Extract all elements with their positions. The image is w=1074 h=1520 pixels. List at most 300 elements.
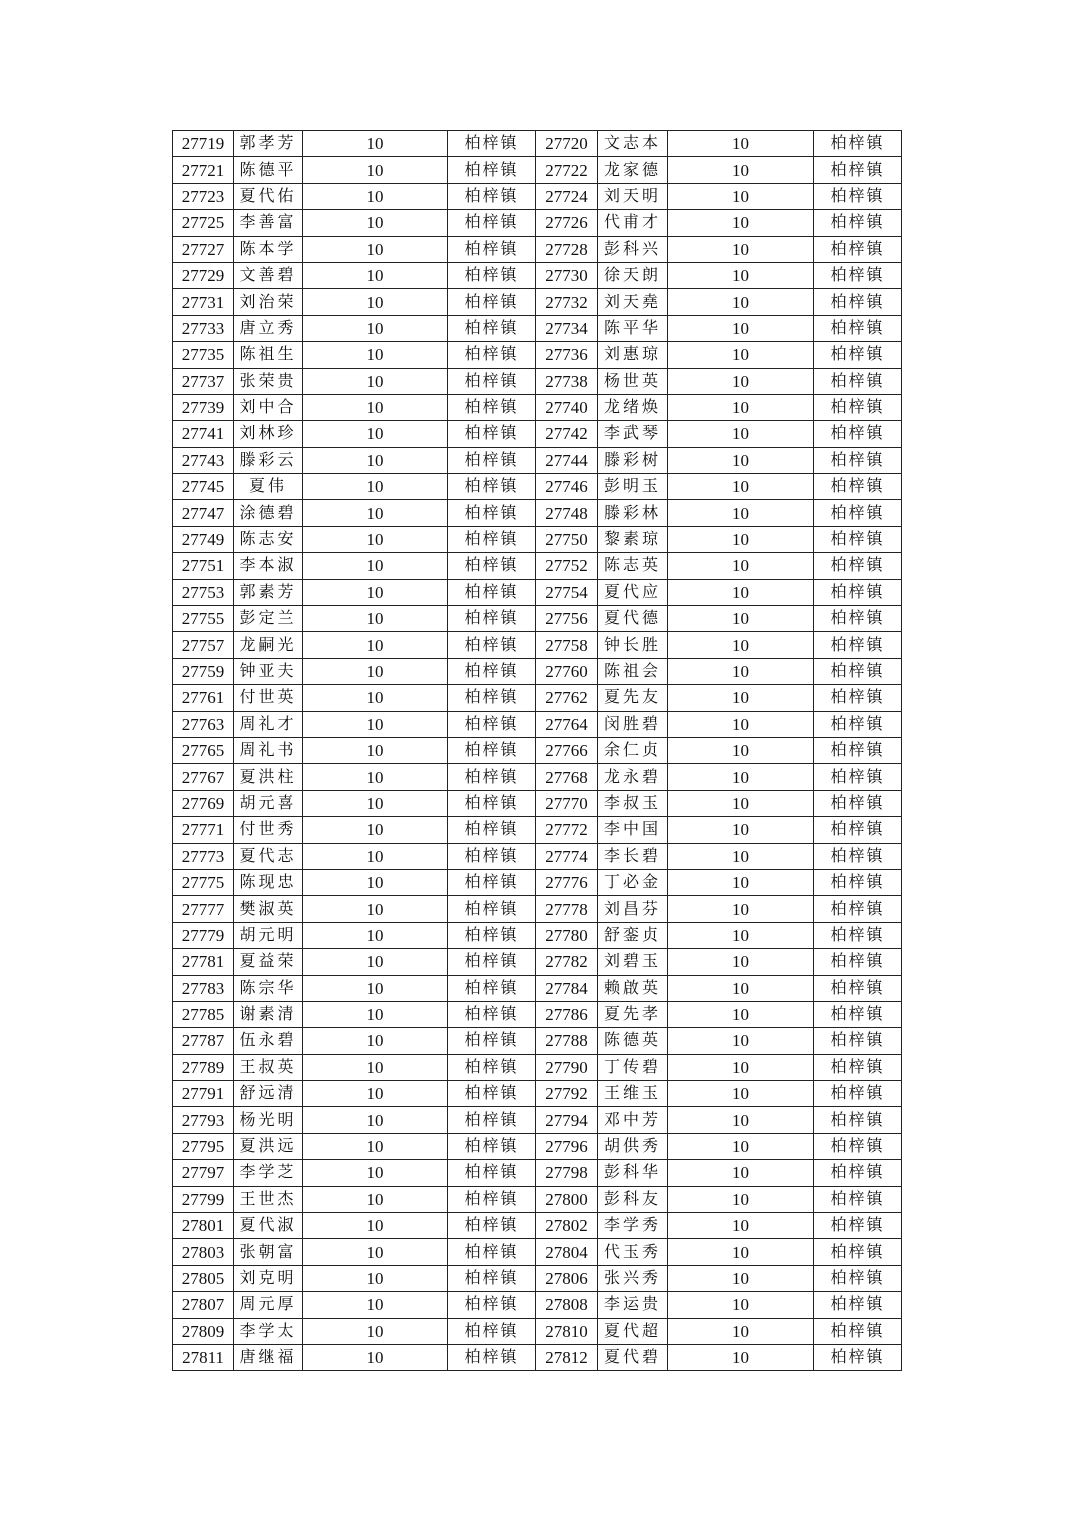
table-row [173,632,902,658]
town-cell: 柏梓镇 [814,342,902,368]
town-cell: 柏梓镇 [448,922,536,948]
table-row [173,394,902,420]
amount-cell: 10 [668,1186,814,1212]
town-cell: 柏梓镇 [814,685,902,711]
id-cell: 27800 [536,1186,598,1212]
name-cell: 李中国 [598,817,668,843]
amount-cell: 10 [303,1318,448,1344]
name-cell: 周礼才 [234,711,303,737]
name-cell: 王维玉 [598,1081,668,1107]
name-cell: 彭科友 [598,1186,668,1212]
name-cell: 龙绪焕 [598,394,668,420]
town-cell: 柏梓镇 [448,447,536,473]
id-cell: 27792 [536,1081,598,1107]
id-cell: 27756 [536,606,598,632]
amount-cell: 10 [668,711,814,737]
table-row [173,790,902,816]
id-cell: 27763 [173,711,234,737]
table-row [173,500,902,526]
name-cell: 胡元明 [234,922,303,948]
name-cell: 余仁贞 [598,737,668,763]
id-cell: 27769 [173,790,234,816]
town-cell: 柏梓镇 [448,210,536,236]
town-cell: 柏梓镇 [448,1081,536,1107]
amount-cell: 10 [303,289,448,315]
id-cell: 27768 [536,764,598,790]
amount-cell: 10 [668,817,814,843]
town-cell: 柏梓镇 [448,131,536,157]
id-cell: 27781 [173,949,234,975]
name-cell: 邓中芳 [598,1107,668,1133]
town-cell: 柏梓镇 [814,869,902,895]
amount-cell: 10 [303,447,448,473]
amount-cell: 10 [668,658,814,684]
amount-cell: 10 [668,342,814,368]
table-row [173,553,902,579]
id-cell: 27774 [536,843,598,869]
roster-table [172,130,902,1371]
town-cell: 柏梓镇 [814,236,902,262]
id-cell: 27731 [173,289,234,315]
town-cell: 柏梓镇 [814,1028,902,1054]
amount-cell: 10 [303,949,448,975]
town-cell: 柏梓镇 [814,553,902,579]
amount-cell: 10 [303,579,448,605]
name-cell: 周礼书 [234,737,303,763]
town-cell: 柏梓镇 [448,632,536,658]
table-row [173,896,902,922]
amount-cell: 10 [303,315,448,341]
id-cell: 27796 [536,1133,598,1159]
amount-cell: 10 [668,896,814,922]
name-cell: 李学秀 [598,1213,668,1239]
id-cell: 27753 [173,579,234,605]
name-cell: 胡供秀 [598,1133,668,1159]
name-cell: 徐天朗 [598,262,668,288]
id-cell: 27798 [536,1160,598,1186]
town-cell: 柏梓镇 [448,1133,536,1159]
id-cell: 27747 [173,500,234,526]
town-cell: 柏梓镇 [814,1133,902,1159]
name-cell: 龙永碧 [598,764,668,790]
town-cell: 柏梓镇 [814,1292,902,1318]
id-cell: 27812 [536,1344,598,1370]
id-cell: 27778 [536,896,598,922]
amount-cell: 10 [668,922,814,948]
amount-cell: 10 [303,658,448,684]
id-cell: 27744 [536,447,598,473]
town-cell: 柏梓镇 [448,843,536,869]
amount-cell: 10 [303,500,448,526]
amount-cell: 10 [303,236,448,262]
id-cell: 27760 [536,658,598,684]
name-cell: 陈德英 [598,1028,668,1054]
town-cell: 柏梓镇 [814,526,902,552]
name-cell: 唐立秀 [234,315,303,341]
town-cell: 柏梓镇 [814,1001,902,1027]
id-cell: 27749 [173,526,234,552]
id-cell: 27722 [536,157,598,183]
town-cell: 柏梓镇 [814,711,902,737]
table-row [173,289,902,315]
name-cell: 李武琴 [598,421,668,447]
name-cell: 杨世英 [598,368,668,394]
id-cell: 27775 [173,869,234,895]
name-cell: 陈现忠 [234,869,303,895]
name-cell: 刘治荣 [234,289,303,315]
amount-cell: 10 [303,421,448,447]
name-cell: 代甫才 [598,210,668,236]
id-cell: 27748 [536,500,598,526]
id-cell: 27762 [536,685,598,711]
table-row [173,1265,902,1291]
name-cell: 樊淑英 [234,896,303,922]
amount-cell: 10 [668,1028,814,1054]
id-cell: 27790 [536,1054,598,1080]
name-cell: 陈祖生 [234,342,303,368]
id-cell: 27779 [173,922,234,948]
amount-cell: 10 [668,843,814,869]
id-cell: 27767 [173,764,234,790]
name-cell: 陈德平 [234,157,303,183]
table-row [173,975,902,1001]
amount-cell: 10 [303,843,448,869]
id-cell: 27725 [173,210,234,236]
amount-cell: 10 [668,1318,814,1344]
table-row [173,1054,902,1080]
town-cell: 柏梓镇 [814,975,902,1001]
amount-cell: 10 [303,1186,448,1212]
id-cell: 27750 [536,526,598,552]
town-cell: 柏梓镇 [448,1028,536,1054]
town-cell: 柏梓镇 [814,922,902,948]
id-cell: 27764 [536,711,598,737]
table-row [173,474,902,500]
name-cell: 伍永碧 [234,1028,303,1054]
amount-cell: 10 [668,579,814,605]
table-row [173,579,902,605]
name-cell: 滕彩树 [598,447,668,473]
table-row [173,1081,902,1107]
amount-cell: 10 [303,1239,448,1265]
table-row [173,342,902,368]
name-cell: 舒远清 [234,1081,303,1107]
table-row [173,658,902,684]
town-cell: 柏梓镇 [814,1344,902,1370]
town-cell: 柏梓镇 [448,606,536,632]
town-cell: 柏梓镇 [448,315,536,341]
table-row [173,685,902,711]
town-cell: 柏梓镇 [814,262,902,288]
id-cell: 27794 [536,1107,598,1133]
id-cell: 27788 [536,1028,598,1054]
town-cell: 柏梓镇 [448,183,536,209]
table-row [173,817,902,843]
id-cell: 27751 [173,553,234,579]
town-cell: 柏梓镇 [814,474,902,500]
table-body [173,131,902,1371]
amount-cell: 10 [303,1107,448,1133]
table-row [173,157,902,183]
name-cell: 郭素芳 [234,579,303,605]
table-row [173,1239,902,1265]
town-cell: 柏梓镇 [448,869,536,895]
town-cell: 柏梓镇 [448,236,536,262]
amount-cell: 10 [668,764,814,790]
table-row [173,1133,902,1159]
amount-cell: 10 [668,394,814,420]
name-cell: 刘林珍 [234,421,303,447]
id-cell: 27771 [173,817,234,843]
id-cell: 27802 [536,1213,598,1239]
table-row [173,1001,902,1027]
town-cell: 柏梓镇 [814,606,902,632]
id-cell: 27801 [173,1213,234,1239]
name-cell: 李叔玉 [598,790,668,816]
name-cell: 夏洪柱 [234,764,303,790]
id-cell: 27723 [173,183,234,209]
amount-cell: 10 [303,1160,448,1186]
amount-cell: 10 [668,685,814,711]
town-cell: 柏梓镇 [448,474,536,500]
name-cell: 黎素琼 [598,526,668,552]
name-cell: 夏代淑 [234,1213,303,1239]
name-cell: 闵胜碧 [598,711,668,737]
amount-cell: 10 [668,289,814,315]
id-cell: 27793 [173,1107,234,1133]
name-cell: 彭科兴 [598,236,668,262]
amount-cell: 10 [303,262,448,288]
table-row [173,1160,902,1186]
amount-cell: 10 [668,1107,814,1133]
amount-cell: 10 [303,606,448,632]
name-cell: 刘天堯 [598,289,668,315]
name-cell: 夏伟 [234,474,303,500]
town-cell: 柏梓镇 [448,790,536,816]
name-cell: 刘昌芬 [598,896,668,922]
id-cell: 27795 [173,1133,234,1159]
id-cell: 27809 [173,1318,234,1344]
town-cell: 柏梓镇 [448,262,536,288]
table-row [173,606,902,632]
name-cell: 丁传碧 [598,1054,668,1080]
town-cell: 柏梓镇 [814,579,902,605]
id-cell: 27770 [536,790,598,816]
town-cell: 柏梓镇 [448,737,536,763]
id-cell: 27754 [536,579,598,605]
name-cell: 刘惠琼 [598,342,668,368]
amount-cell: 10 [303,685,448,711]
amount-cell: 10 [303,394,448,420]
id-cell: 27789 [173,1054,234,1080]
id-cell: 27782 [536,949,598,975]
amount-cell: 10 [303,553,448,579]
town-cell: 柏梓镇 [814,1054,902,1080]
town-cell: 柏梓镇 [448,421,536,447]
id-cell: 27735 [173,342,234,368]
amount-cell: 10 [668,526,814,552]
table-row [173,1318,902,1344]
amount-cell: 10 [303,157,448,183]
name-cell: 丁必金 [598,869,668,895]
amount-cell: 10 [668,790,814,816]
amount-cell: 10 [668,1133,814,1159]
name-cell: 夏先友 [598,685,668,711]
name-cell: 李学芝 [234,1160,303,1186]
town-cell: 柏梓镇 [814,737,902,763]
table-row [173,368,902,394]
amount-cell: 10 [668,737,814,763]
town-cell: 柏梓镇 [448,949,536,975]
name-cell: 夏洪远 [234,1133,303,1159]
town-cell: 柏梓镇 [448,394,536,420]
table-row [173,131,902,157]
town-cell: 柏梓镇 [814,1265,902,1291]
id-cell: 27752 [536,553,598,579]
town-cell: 柏梓镇 [814,315,902,341]
name-cell: 周元厚 [234,1292,303,1318]
amount-cell: 10 [303,737,448,763]
amount-cell: 10 [668,1265,814,1291]
name-cell: 付世英 [234,685,303,711]
town-cell: 柏梓镇 [448,1213,536,1239]
name-cell: 龙家德 [598,157,668,183]
town-cell: 柏梓镇 [814,658,902,684]
amount-cell: 10 [303,1344,448,1370]
table-row [173,447,902,473]
table-row [173,236,902,262]
town-cell: 柏梓镇 [448,1265,536,1291]
amount-cell: 10 [303,526,448,552]
town-cell: 柏梓镇 [814,790,902,816]
table-row [173,843,902,869]
table-row [173,1028,902,1054]
name-cell: 李本淑 [234,553,303,579]
town-cell: 柏梓镇 [814,210,902,236]
amount-cell: 10 [668,1292,814,1318]
table-row [173,315,902,341]
table-row [173,1292,902,1318]
name-cell: 彭明玉 [598,474,668,500]
amount-cell: 10 [668,975,814,1001]
id-cell: 27786 [536,1001,598,1027]
name-cell: 胡元喜 [234,790,303,816]
town-cell: 柏梓镇 [448,1160,536,1186]
town-cell: 柏梓镇 [814,764,902,790]
town-cell: 柏梓镇 [814,1318,902,1344]
name-cell: 唐继福 [234,1344,303,1370]
amount-cell: 10 [668,236,814,262]
table-row [173,711,902,737]
town-cell: 柏梓镇 [814,632,902,658]
id-cell: 27804 [536,1239,598,1265]
name-cell: 文志本 [598,131,668,157]
id-cell: 27808 [536,1292,598,1318]
amount-cell: 10 [303,183,448,209]
amount-cell: 10 [668,632,814,658]
id-cell: 27724 [536,183,598,209]
name-cell: 文善碧 [234,262,303,288]
id-cell: 27740 [536,394,598,420]
amount-cell: 10 [303,1213,448,1239]
amount-cell: 10 [668,262,814,288]
name-cell: 刘中合 [234,394,303,420]
town-cell: 柏梓镇 [448,711,536,737]
town-cell: 柏梓镇 [814,183,902,209]
name-cell: 陈志英 [598,553,668,579]
amount-cell: 10 [668,474,814,500]
amount-cell: 10 [668,131,814,157]
table-row [173,1186,902,1212]
name-cell: 滕彩林 [598,500,668,526]
town-cell: 柏梓镇 [814,843,902,869]
name-cell: 郭孝芳 [234,131,303,157]
town-cell: 柏梓镇 [814,131,902,157]
id-cell: 27730 [536,262,598,288]
id-cell: 27734 [536,315,598,341]
town-cell: 柏梓镇 [814,949,902,975]
town-cell: 柏梓镇 [448,553,536,579]
name-cell: 彭科华 [598,1160,668,1186]
town-cell: 柏梓镇 [448,1186,536,1212]
town-cell: 柏梓镇 [448,1318,536,1344]
name-cell: 张荣贵 [234,368,303,394]
town-cell: 柏梓镇 [448,289,536,315]
table-row [173,1213,902,1239]
table-row [173,526,902,552]
id-cell: 27806 [536,1265,598,1291]
amount-cell: 10 [303,1081,448,1107]
table-row [173,922,902,948]
amount-cell: 10 [668,606,814,632]
town-cell: 柏梓镇 [814,1107,902,1133]
name-cell: 代玉秀 [598,1239,668,1265]
amount-cell: 10 [303,342,448,368]
amount-cell: 10 [668,553,814,579]
amount-cell: 10 [303,975,448,1001]
amount-cell: 10 [303,1133,448,1159]
town-cell: 柏梓镇 [814,157,902,183]
amount-cell: 10 [303,131,448,157]
id-cell: 27757 [173,632,234,658]
amount-cell: 10 [668,500,814,526]
amount-cell: 10 [668,447,814,473]
id-cell: 27759 [173,658,234,684]
id-cell: 27761 [173,685,234,711]
id-cell: 27727 [173,236,234,262]
amount-cell: 10 [668,949,814,975]
id-cell: 27807 [173,1292,234,1318]
name-cell: 夏代志 [234,843,303,869]
amount-cell: 10 [668,183,814,209]
id-cell: 27810 [536,1318,598,1344]
name-cell: 夏代德 [598,606,668,632]
name-cell: 王叔英 [234,1054,303,1080]
table-row [173,210,902,236]
town-cell: 柏梓镇 [448,579,536,605]
id-cell: 27803 [173,1239,234,1265]
id-cell: 27780 [536,922,598,948]
name-cell: 刘天明 [598,183,668,209]
name-cell: 赖啟英 [598,975,668,1001]
town-cell: 柏梓镇 [448,1107,536,1133]
town-cell: 柏梓镇 [814,447,902,473]
amount-cell: 10 [303,817,448,843]
id-cell: 27738 [536,368,598,394]
name-cell: 张朝富 [234,1239,303,1265]
town-cell: 柏梓镇 [814,1239,902,1265]
town-cell: 柏梓镇 [814,500,902,526]
